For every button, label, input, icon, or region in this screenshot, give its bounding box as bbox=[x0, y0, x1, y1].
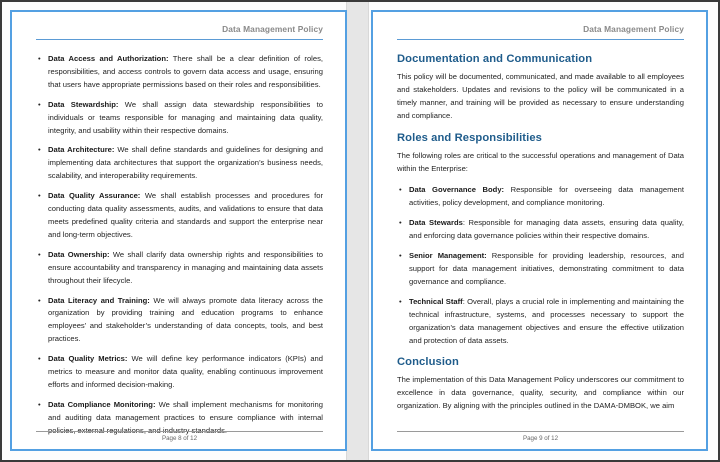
bullet-lead: Data Quality Metrics: bbox=[48, 354, 128, 364]
bullet-icon: • bbox=[399, 218, 402, 228]
bullet-icon: • bbox=[38, 354, 41, 364]
section-documentation bbox=[397, 53, 684, 123]
page-right-body bbox=[397, 53, 684, 413]
page-left bbox=[10, 10, 347, 451]
bullet-lead: Technical Staff bbox=[409, 296, 463, 306]
page-footer bbox=[36, 431, 323, 442]
paragraph: The implementation of this Data Management Policy underscores our commitment to excellence in data governance, quality, security, and compliance within our organization. By aligning with the principles outlined in the DAMA-DMBOK, we aim bbox=[397, 375, 684, 411]
bullet-icon: • bbox=[399, 251, 402, 261]
bullet-icon: • bbox=[399, 296, 402, 306]
bullet-text: We shall establish processes and procedures for conducting data quality assessments, audits, and validations to ensure that data meets predefined quality criteria and standards and support the enterprise near and long-term objectives. bbox=[48, 191, 324, 239]
footer-rule bbox=[397, 431, 684, 432]
page-number: Page 9 of 12 bbox=[522, 435, 559, 442]
bullet-icon: • bbox=[38, 295, 41, 305]
roles-bullet-list bbox=[397, 184, 684, 347]
list-item bbox=[38, 353, 323, 392]
page-right bbox=[371, 10, 708, 451]
paragraph: This policy will be documented, communicated, and made available to all employees and stakeholders. Updates and revisions to the policy will be communicated in a timely manner, and training will be provided as necessary to ensure understanding and compliance. bbox=[397, 72, 684, 120]
list-item bbox=[399, 217, 684, 243]
header-title: Data Management Policy bbox=[583, 24, 684, 34]
list-item bbox=[38, 249, 323, 288]
bullet-text: We shall clarify data ownership rights and responsibilities to ensure accountability and transparency in managing and maintaining data assets throughout their lifecycle. bbox=[48, 249, 323, 285]
bullet-text: Responsible for providing leadership, resources, and support for data management initiatives, demonstrating commitment to data governance and compliance. bbox=[409, 251, 684, 286]
section-conclusion bbox=[397, 356, 684, 413]
list-item bbox=[38, 295, 323, 347]
bullet-icon: • bbox=[38, 191, 41, 201]
list-item bbox=[38, 190, 324, 242]
bullet-lead: Data Literacy and Training: bbox=[48, 295, 150, 305]
bullet-lead: Data Compliance Monitoring: bbox=[48, 399, 156, 409]
bullet-lead: Data Ownership: bbox=[48, 249, 110, 259]
bullet-text: We will define key performance indicators (KPIs) and metrics to measure and monitor data quality, enabling continuous improvement efforts and informed decision-making. bbox=[48, 354, 323, 389]
bullet-lead: Data Architecture: bbox=[48, 145, 115, 155]
bullet-lead: Data Access and Authorization: bbox=[48, 54, 169, 63]
bullet-lead: Data Quality Assurance: bbox=[48, 191, 141, 201]
bullet-lead: Data Governance Body: bbox=[409, 185, 505, 195]
page-header bbox=[397, 17, 684, 40]
bullet-lead: Data Stewardship: bbox=[48, 99, 119, 109]
bullet-icon: • bbox=[38, 145, 41, 155]
bullet-text: We will always promote data literacy across the organization by providing training and education programs to enhance employees’ and stakeholder’s understanding of data concepts, tools, and best practices. bbox=[48, 295, 323, 344]
section-heading: Documentation and Communication bbox=[397, 53, 593, 65]
list-item bbox=[399, 296, 685, 348]
list-item bbox=[399, 184, 684, 210]
bullet-text: : Responsible for managing data assets, ensuring data quality, and enforcing data governance policies within their respective domains. bbox=[409, 218, 684, 241]
bullet-text: There shall be a clear definition of roles, responsibilities, and access controls to govern data access and usage, ensuring that users have appropriate permissions based on their roles and responsibilities. bbox=[48, 54, 323, 89]
section-roles bbox=[397, 132, 684, 348]
bullet-text: We shall assign data stewardship responsibilities to individuals or teams responsible for managing and maintaining data quality, integrity, and usability within their respective domains. bbox=[48, 99, 323, 135]
section-heading: Roles and Responsibilities bbox=[397, 131, 542, 144]
bullet-text: We shall define standards and guidelines for designing and implementing data architectures that support the organization’s business needs, scalability, and interoperability requirements. bbox=[48, 145, 323, 181]
list-item bbox=[38, 99, 323, 138]
policy-bullet-list bbox=[36, 53, 323, 438]
bullet-icon: • bbox=[399, 185, 402, 195]
bullet-icon: • bbox=[38, 249, 41, 259]
page-gutter bbox=[346, 2, 369, 460]
bullet-lead: Data Stewards bbox=[409, 218, 463, 228]
bullet-icon: • bbox=[38, 399, 41, 409]
footer-rule bbox=[36, 431, 323, 432]
header-title: Data Management Policy bbox=[222, 24, 323, 34]
bullet-text: We shall implement mechanisms for monitoring and auditing data management practices to ensure compliance with internal policies, external regulations, and industry standards. bbox=[48, 399, 323, 435]
page-number: Page 8 of 12 bbox=[161, 435, 198, 442]
bullet-icon: • bbox=[38, 54, 41, 63]
bullet-text: : Overall, plays a crucial role in implementing and maintaining the technical infrastructure, systems, and processes necessary to support the organization’s data management objectives and ensure the effective utilization and protection of data assets. bbox=[409, 296, 685, 345]
bullet-icon: • bbox=[38, 99, 41, 109]
bullet-text: Responsible for overseeing data management activities, policy development, and compliance monitoring. bbox=[409, 185, 684, 208]
list-item bbox=[38, 53, 323, 92]
paragraph: The following roles are critical to the successful operations and management of Data within the Enterprise: bbox=[397, 150, 684, 173]
page-header bbox=[36, 17, 323, 40]
page-footer bbox=[397, 431, 684, 442]
page-left-body bbox=[36, 53, 323, 438]
list-item bbox=[399, 250, 684, 289]
section-heading: Conclusion bbox=[397, 356, 459, 369]
bullet-lead: Senior Management: bbox=[409, 251, 487, 261]
list-item bbox=[38, 144, 323, 183]
